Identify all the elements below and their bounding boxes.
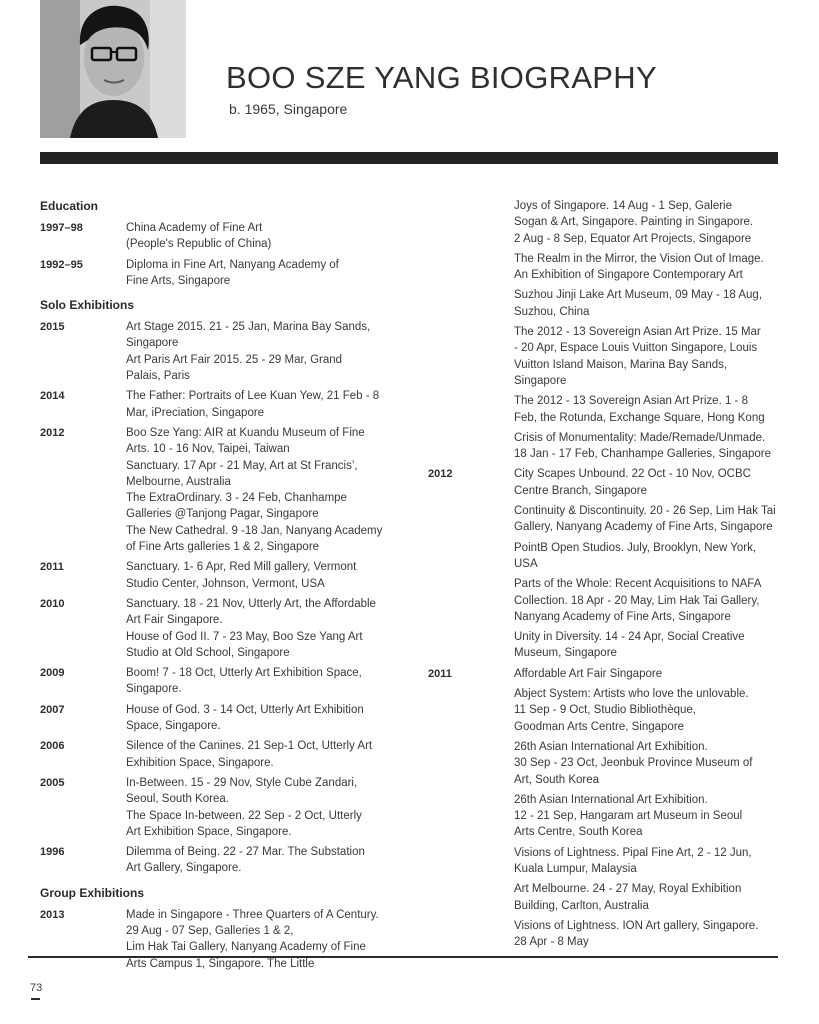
entry-line: City Scapes Unbound. 22 Oct - 10 Nov, OCBC — [514, 468, 751, 481]
exhibition-entry — [428, 466, 778, 499]
group-exhibitions-continued — [428, 198, 778, 950]
entry-line: 28 Apr - 8 May — [514, 936, 589, 949]
entry-line: Sogan & Art, Singapore. Painting in Singapore. — [514, 216, 754, 229]
year-label — [428, 845, 514, 878]
entry-line: Arts. 10 - 16 Nov, Taipei, Taiwan — [126, 443, 290, 456]
portrait-photo-icon — [40, 0, 186, 138]
entry-line: Sanctuary. 18 - 21 Nov, Utterly Art, the Affordable — [126, 597, 376, 610]
exhibition-entry — [126, 458, 395, 491]
entry-line: Palais, Paris — [126, 370, 190, 383]
exhibition-text — [514, 393, 778, 426]
entry-line: Art Paris Art Fair 2015. 25 - 29 Mar, Grand — [126, 353, 343, 366]
footer-rule — [28, 956, 778, 958]
exhibition-entry — [126, 665, 395, 698]
year-label: 2005 — [40, 776, 65, 789]
year-label: 1996 — [40, 846, 65, 859]
exhibition-entry — [126, 702, 395, 735]
entry-line: The ExtraOrdinary. 3 - 24 Feb, Chanhampe — [126, 492, 347, 505]
entry-line: Arts Campus 1, Singapore. The Little — [126, 957, 315, 970]
exhibition-entry — [126, 775, 395, 808]
year-label: 2012 — [40, 426, 65, 439]
left-column — [40, 198, 395, 980]
entry-line: House of God II. 7 - 23 May, Boo Sze Yang Art — [126, 630, 363, 643]
exhibition-year-row — [40, 844, 395, 877]
year-label: 2011 — [40, 561, 64, 574]
entry-line: Unity in Diversity. 14 - 24 Apr, Social Creative — [514, 631, 745, 644]
entry-line: Art Gallery, Singapore. — [126, 862, 242, 875]
exhibition-entry — [126, 907, 395, 972]
entry-line: Mar, iPreciation, Singapore — [126, 406, 265, 419]
entry-line: Visions of Lightness. ION Art gallery, Singapore. — [514, 919, 759, 932]
year-label: 2014 — [40, 390, 65, 403]
exhibition-text — [514, 503, 778, 536]
entry-line: Building, Carlton, Australia — [514, 899, 649, 912]
entry-line: Made in Singapore - Three Quarters of A Century. — [126, 908, 379, 921]
entry-line: In-Between. 15 - 29 Nov, Style Cube Zandari, — [126, 776, 358, 789]
exhibition-entries — [126, 319, 395, 384]
year-label — [428, 324, 514, 389]
entry-line: Art Melbourne. 24 - 27 May, Royal Exhibition — [514, 883, 742, 896]
exhibition-year-row — [40, 738, 395, 771]
entry-line: Studio at Old School, Singapore — [126, 646, 290, 659]
exhibition-entry — [428, 881, 778, 914]
exhibition-entry — [428, 503, 778, 536]
exhibition-text — [514, 576, 778, 625]
year-label — [428, 739, 514, 788]
exhibition-year-row — [40, 665, 395, 698]
entry-line: Kuala Lumpur, Malaysia — [514, 862, 637, 875]
entry-line: Parts of the Whole: Recent Acquisitions to NAFA — [514, 578, 762, 591]
education-section — [40, 198, 395, 289]
exhibition-year-row — [40, 702, 395, 735]
exhibition-entry — [126, 629, 395, 662]
exhibition-year-row — [40, 319, 395, 384]
entry-line: Sanctuary. 17 Apr - 21 May, Art at St Francis’, — [126, 459, 358, 472]
entry-line: Boom! 7 - 18 Oct, Utterly Art Exhibition Space, — [126, 667, 362, 680]
year-label: 2007 — [40, 703, 65, 716]
exhibition-entry — [428, 393, 778, 426]
entry-line: Goodman Arts Centre, Singapore — [514, 720, 685, 733]
entry-line: An Exhibition of Singapore Contemporary Art — [514, 269, 743, 282]
entry-line: (People's Republic of China) — [126, 238, 272, 251]
exhibition-entry — [428, 430, 778, 463]
exhibition-entry — [428, 686, 778, 735]
entry-line: The Realm in the Mirror, the Vision Out of Image. — [514, 252, 764, 265]
entry-line: Museum, Singapore — [514, 647, 617, 660]
year-label — [428, 918, 514, 951]
entry-line: 26th Asian International Art Exhibition. — [514, 793, 708, 806]
entry-line: Studio Center, Johnson, Vermont, USA — [126, 577, 325, 590]
year-label: 1992–95 — [40, 258, 83, 271]
entry-text — [126, 220, 395, 253]
entry-line: Seoul, South Korea. — [126, 793, 229, 806]
solo-exhibitions-heading: Solo Exhibitions — [40, 298, 135, 313]
group-exhibitions-list — [40, 907, 395, 972]
education-row — [40, 257, 395, 290]
page-number-dash — [31, 998, 40, 1000]
year-label: 2006 — [40, 740, 65, 753]
entry-text — [126, 257, 395, 290]
entry-line: The Space In-between. 22 Sep - 2 Oct, Utterly — [126, 809, 362, 822]
year-label — [428, 503, 514, 536]
exhibition-text — [514, 198, 778, 247]
exhibition-entries — [126, 388, 395, 421]
exhibition-entry — [126, 808, 395, 841]
solo-exhibitions-section — [40, 297, 395, 877]
exhibition-text — [514, 629, 778, 662]
exhibition-entry — [126, 844, 395, 877]
exhibition-entry — [428, 918, 778, 951]
entry-line: Joys of Singapore. 14 Aug - 1 Sep, Galerie — [514, 200, 732, 212]
exhibition-entries — [126, 665, 395, 698]
entry-line: Nanyang Academy of Fine Arts, Singapore — [514, 610, 731, 623]
exhibition-entry — [126, 738, 395, 771]
year-label — [428, 251, 514, 284]
entry-line: Suzhou, China — [514, 305, 590, 318]
group-exhibitions-heading: Group Exhibitions — [40, 885, 144, 900]
entry-line: Vuitton Island Maison, Marina Bay Sands, — [514, 358, 728, 371]
entry-line: Feb, the Rotunda, Exchange Square, Hong Kong — [514, 411, 765, 424]
exhibition-text — [514, 430, 778, 463]
year-label — [428, 629, 514, 662]
exhibition-entry — [126, 596, 395, 629]
exhibition-entries — [126, 702, 395, 735]
entry-line: Space, Singapore. — [126, 720, 221, 733]
year-label: 2012 — [428, 468, 453, 481]
exhibition-year-row — [40, 907, 395, 972]
entry-line: The New Cathedral. 9 -18 Jan, Nanyang Academy — [126, 524, 383, 537]
exhibition-entry — [126, 388, 395, 421]
exhibition-entries — [126, 596, 395, 661]
education-heading: Education — [40, 199, 99, 213]
year-label — [428, 393, 514, 426]
exhibition-entry — [428, 324, 778, 389]
exhibition-entry — [428, 666, 778, 682]
exhibition-entry — [428, 287, 778, 320]
group-exhibitions-section — [40, 885, 395, 972]
entry-line: The 2012 - 13 Sovereign Asian Art Prize. 15 Mar — [514, 326, 761, 339]
page-number: 73 — [30, 982, 43, 994]
entry-line: Lim Hak Tai Gallery, Nanyang Academy of Fine — [126, 941, 366, 954]
birth-info: b. 1965, Singapore — [229, 101, 348, 117]
exhibition-entry — [126, 523, 395, 556]
exhibition-text — [514, 466, 778, 499]
entry-line: 11 Sep - 9 Oct, Studio Bibliothèque, — [514, 704, 696, 717]
entry-line: Art, South Korea — [514, 773, 600, 786]
year-label — [428, 198, 514, 247]
exhibition-entry — [428, 540, 778, 573]
exhibition-entry — [126, 352, 395, 385]
exhibition-entries — [126, 559, 395, 592]
exhibition-entry — [126, 559, 395, 592]
exhibition-text — [514, 287, 778, 320]
exhibition-text — [514, 251, 778, 284]
exhibition-text — [514, 739, 778, 788]
entry-line: - 20 Apr, Espace Louis Vuitton Singapore, Louis — [514, 342, 758, 355]
exhibition-entry — [126, 490, 395, 523]
exhibition-entries — [126, 907, 395, 972]
entry-line: Abject System: Artists who love the unlovable. — [514, 688, 749, 701]
entry-line: 12 - 21 Sep, Hangaram art Museum in Seoul — [514, 810, 743, 823]
exhibition-year-row — [40, 559, 395, 592]
year-label: 2013 — [40, 908, 65, 921]
entry-line: Collection. 18 Apr - 20 May, Lim Hak Tai Gallery, — [514, 594, 760, 607]
header-divider-band — [40, 152, 778, 164]
entry-line: Art Stage 2015. 21 - 25 Jan, Marina Bay Sands, — [126, 321, 371, 334]
exhibition-year-row — [40, 425, 395, 555]
entry-line: Melbourne, Australia — [126, 475, 231, 488]
entry-line: 29 Aug - 07 Sep, Galleries 1 & 2, — [126, 924, 294, 937]
exhibition-entry — [428, 576, 778, 625]
entry-line: The Father: Portraits of Lee Kuan Yew, 21 Feb - 8 — [126, 390, 380, 403]
year-label — [428, 792, 514, 841]
entry-line: Sanctuary. 1- 6 Apr, Red Mill gallery, Vermont — [126, 561, 357, 574]
year-label — [428, 540, 514, 573]
entry-line: PointB Open Studios. July, Brooklyn, New York, — [514, 541, 757, 554]
entry-line: Arts Centre, South Korea — [514, 826, 643, 839]
entry-line: 26th Asian International Art Exhibition. — [514, 740, 708, 753]
exhibition-entries — [126, 425, 395, 555]
exhibition-entry — [428, 251, 778, 284]
entry-line: The 2012 - 13 Sovereign Asian Art Prize. 1 - 8 — [514, 395, 748, 408]
exhibition-text — [514, 540, 778, 573]
exhibition-text — [514, 918, 778, 951]
entry-line: House of God. 3 - 14 Oct, Utterly Art Exhibition — [126, 703, 364, 716]
exhibition-entry — [126, 319, 395, 352]
entry-line: Boo Sze Yang: AIR at Kuandu Museum of Fine — [126, 426, 365, 439]
exhibition-entry — [428, 739, 778, 788]
exhibition-entry — [428, 792, 778, 841]
entry-line: Singapore — [514, 374, 567, 387]
year-label: 2009 — [40, 667, 65, 680]
year-label: 1997–98 — [40, 222, 83, 234]
entry-line: of Fine Arts galleries 1 & 2, Singapore — [126, 541, 320, 554]
exhibition-entries — [126, 775, 395, 840]
exhibition-text — [514, 666, 778, 682]
entry-line: Crisis of Monumentality: Made/Remade/Unmade. — [514, 431, 766, 444]
entry-line: Visions of Lightness. Pipal Fine Art, 2 - 12 Jun, — [514, 846, 752, 859]
exhibition-text — [514, 686, 778, 735]
entry-line: USA — [514, 557, 538, 570]
entry-line: Centre Branch, Singapore — [514, 484, 647, 497]
entry-line: Art Exhibition Space, Singapore. — [126, 825, 292, 838]
exhibition-year-row — [40, 596, 395, 661]
entry-line: Singapore — [126, 337, 179, 350]
entry-line: Gallery, Nanyang Academy of Fine Arts, Singapore — [514, 521, 773, 534]
entry-line: 2 Aug - 8 Sep, Equator Art Projects, Singapore — [514, 232, 752, 245]
year-label — [428, 430, 514, 463]
exhibition-entries — [126, 738, 395, 771]
entry-line: Affordable Art Fair Singapore — [514, 667, 663, 680]
exhibition-entry — [428, 845, 778, 878]
exhibition-text — [514, 792, 778, 841]
year-label: 2010 — [40, 597, 65, 610]
education-row — [40, 220, 395, 253]
entry-line: Art Fair Singapore. — [126, 614, 223, 627]
year-label — [428, 287, 514, 320]
page-title: BOO SZE YANG BIOGRAPHY — [226, 60, 657, 95]
entry-line: Continuity & Discontinuity. 20 - 26 Sep, Lim Hak Tai — [514, 505, 776, 518]
entry-line: Silence of the Canines. 21 Sep-1 Oct, Utterly Art — [126, 740, 373, 753]
exhibition-year-row — [40, 388, 395, 421]
entry-line: Galleries @Tanjong Pagar, Singapore — [126, 508, 319, 521]
exhibition-text — [514, 324, 778, 389]
exhibition-entries — [126, 844, 395, 877]
entry-line: Suzhou Jinji Lake Art Museum, 09 May - 18 Aug, — [514, 289, 763, 302]
exhibition-year-row — [40, 775, 395, 840]
year-label — [428, 686, 514, 735]
exhibition-entry — [428, 198, 778, 247]
year-label — [428, 576, 514, 625]
entry-line: China Academy of Fine Art — [126, 222, 263, 234]
exhibition-entry — [428, 629, 778, 662]
right-column — [428, 198, 778, 954]
year-label: 2011 — [428, 667, 452, 680]
exhibition-entry — [126, 425, 395, 458]
year-label — [428, 881, 514, 914]
entry-line: Dilemma of Being. 22 - 27 Mar. The Substation — [126, 846, 365, 859]
solo-exhibitions-list — [40, 319, 395, 877]
artist-portrait — [40, 0, 186, 138]
entry-line: Exhibition Space, Singapore. — [126, 756, 274, 769]
exhibition-text — [514, 845, 778, 878]
exhibition-text — [514, 881, 778, 914]
year-label: 2015 — [40, 321, 65, 334]
entry-line: Singapore. — [126, 683, 182, 696]
entry-line: Diploma in Fine Art, Nanyang Academy of — [126, 258, 339, 271]
entry-line: 30 Sep - 23 Oct, Jeonbuk Province Museum of — [514, 757, 753, 770]
entry-line: Fine Arts, Singapore — [126, 274, 231, 287]
entry-line: 18 Jan - 17 Feb, Chanhampe Galleries, Singapore — [514, 448, 771, 461]
